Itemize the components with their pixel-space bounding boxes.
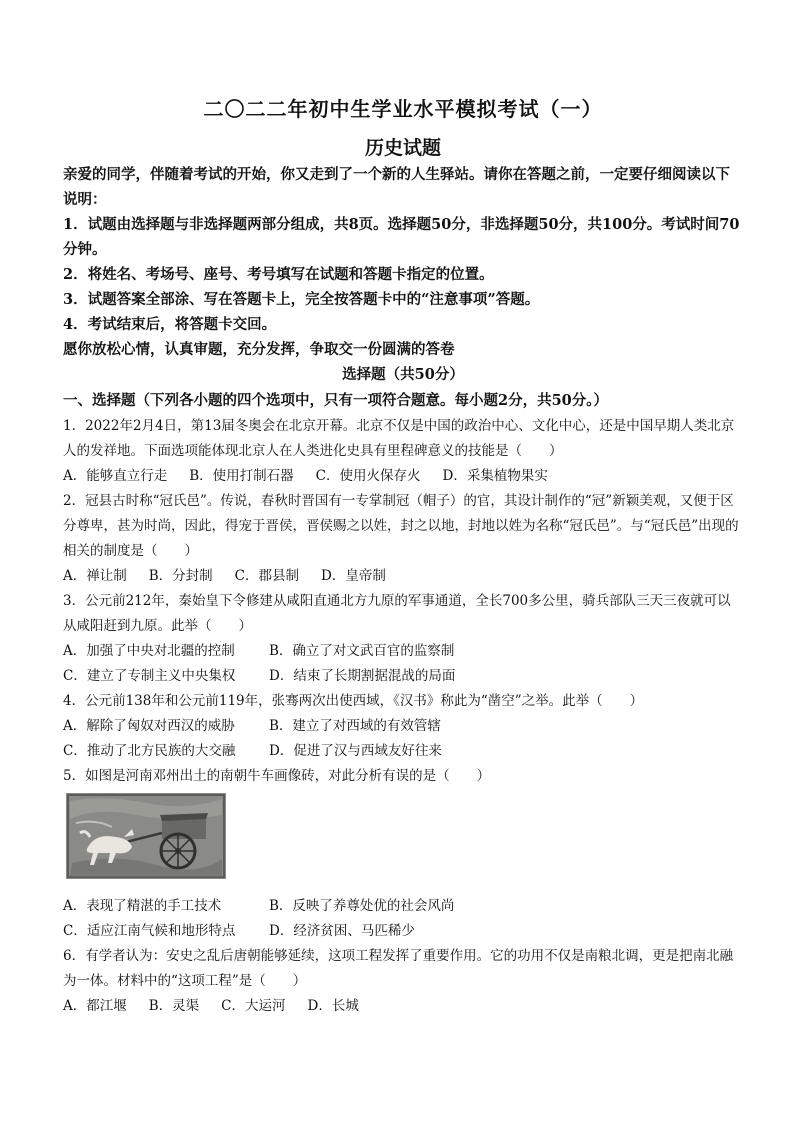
question-options bbox=[63, 564, 743, 589]
instruction-rule: 1．试题由选择题与非选择题两部分组成，共8页。选择题50分，非选择题50分，共100分。考试时间70分钟。 bbox=[63, 216, 740, 258]
option-c: C．大运河 bbox=[221, 998, 286, 1014]
exam-subtitle: 历史试题 bbox=[364, 137, 441, 159]
question-stem: 4．公元前138年和公元前119年，张骞两次出使西域，《汉书》称此为“凿空”之举。此举（ ） bbox=[63, 693, 644, 709]
question-options bbox=[63, 894, 743, 944]
question-stem: 6．有学者认为：安史之乱后唐朝能够延续，这项工程发挥了重要作用。它的功用不仅是南粮北调，更是把南北融为一体。材料中的“这项工程”是（ ） bbox=[63, 948, 734, 989]
section-title: 选择题（共50分） bbox=[342, 366, 464, 383]
option-b: B．反映了养尊处优的社会风尚 bbox=[269, 898, 455, 914]
option-d: D．长城 bbox=[307, 998, 359, 1014]
option-b: B．确立了对文武百官的监察制 bbox=[269, 643, 455, 659]
ox-cart-brick-image bbox=[66, 793, 226, 879]
option-d: D．促进了汉与西域友好往来 bbox=[269, 743, 442, 759]
option-d: D．结束了长期割据混战的局面 bbox=[269, 668, 456, 684]
option-d: D．经济贫困、马匹稀少 bbox=[269, 923, 415, 939]
instruction-rule: 4．考试结束后，将答题卡交回。 bbox=[63, 316, 277, 333]
instructions-greeting: 亲爱的同学，伴随着考试的开始，你又走到了一个新的人生驿站。请你在答题之前，一定要仔细阅读以下说明： bbox=[63, 166, 730, 208]
option-a: A．能够直立行走 bbox=[63, 468, 168, 484]
instructions-closing: 愿你放松心情，认真审题，充分发挥，争取交一份圆满的答卷 bbox=[63, 341, 455, 358]
section-heading: 一、选择题（下列各小题的四个选项中，只有一项符合题意。每小题2分，共50分。） bbox=[63, 392, 609, 409]
question-stem: 3．公元前212年，秦始皇下令修建从咸阳直通北方九原的军事通道，全长700多公里，骑兵部队三天三夜就可以从咸阳赶到九原。此举（ ） bbox=[63, 593, 731, 634]
exam-page bbox=[63, 92, 743, 1019]
option-b: B．建立了对西域的有效管辖 bbox=[269, 718, 441, 734]
option-d: D．皇帝制 bbox=[321, 568, 386, 584]
option-a: A．解除了匈奴对西汉的威胁 bbox=[63, 718, 235, 734]
question-5 bbox=[63, 764, 743, 944]
question-6 bbox=[63, 944, 743, 1019]
option-b: B．分封制 bbox=[148, 568, 213, 584]
question-stem: 5．如图是河南邓州出土的南朝牛车画像砖，对此分析有误的是（ ） bbox=[63, 768, 491, 784]
instructions bbox=[63, 162, 743, 362]
option-c: C．建立了专制主义中央集权 bbox=[63, 668, 236, 684]
option-c: C．适应江南气候和地形特点 bbox=[63, 923, 236, 939]
exam-title: 二〇二二年初中生学业水平模拟考试（一） bbox=[203, 97, 603, 121]
option-c: C．推动了北方民族的大交融 bbox=[63, 743, 236, 759]
option-d: D．采集植物果实 bbox=[442, 468, 548, 484]
question-options bbox=[63, 639, 743, 689]
question-3 bbox=[63, 589, 743, 689]
instruction-rule: 2．将姓名、考场号、座号、考号填写在试题和答题卡指定的位置。 bbox=[63, 266, 494, 283]
question-options bbox=[63, 464, 743, 489]
option-b: B．灵渠 bbox=[148, 998, 200, 1014]
question-4 bbox=[63, 689, 743, 764]
question-options bbox=[63, 714, 743, 764]
question-2 bbox=[63, 489, 743, 589]
option-b: B．使用打制石器 bbox=[189, 468, 294, 484]
option-a: A．表现了精湛的手工技术 bbox=[63, 898, 222, 914]
option-c: C．使用火保存火 bbox=[315, 468, 421, 484]
question-1 bbox=[63, 414, 743, 489]
option-c: C．郡县制 bbox=[234, 568, 300, 584]
question-stem: 2．冠县古时称“冠氏邑”。传说，春秋时晋国有一专掌制冠（帽子）的官，其设计制作的“冠”新颖美观，又便于区分尊卑，甚为时尚，因此，得宠于晋侯，晋侯赐之以姓，封之以地，封地以姓为名称“冠氏邑”。与“冠氏邑”出现的相关的制度是（ ） bbox=[63, 493, 739, 559]
option-a: A．都江堰 bbox=[63, 998, 127, 1014]
option-a: A．加强了中央对北疆的控制 bbox=[63, 643, 235, 659]
instruction-rule: 3．试题答案全部涂、写在答题卡上，完全按答题卡中的“注意事项”答题。 bbox=[63, 291, 540, 308]
question-options bbox=[63, 994, 743, 1019]
question-stem: 1．2022年2月4日，第13届冬奥会在北京开幕。北京不仅是中国的政治中心、文化中心，还是中国早期人类北京人的发祥地。下面选项能体现北京人在人类进化史具有里程碑意义的技能是（ ） bbox=[63, 418, 735, 459]
option-a: A．禅让制 bbox=[63, 568, 127, 584]
